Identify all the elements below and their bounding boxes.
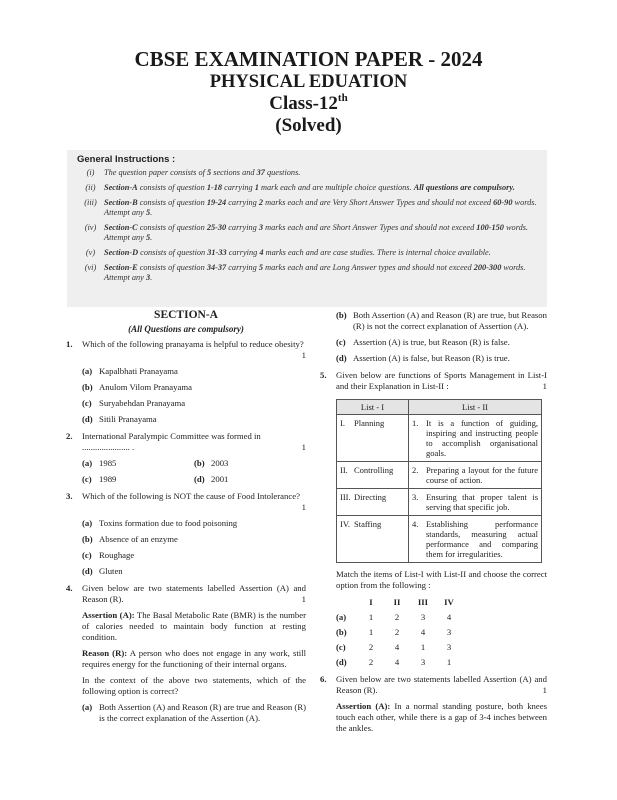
match-options: I II III IV (a) 1 2 3 4 (b) 1 2 4 3 (c) 2 4 1 3 (d) 2 4 3 1	[336, 595, 462, 670]
question-5: 5. Given below are functions of Sports Management in List-I and their Explanation in List-II : 1	[320, 370, 547, 391]
mark: 1	[542, 685, 547, 695]
option: (c) Suryabehdan Pranayama	[82, 398, 186, 408]
question-6: 6. Given below are two statements labelled Assertion (A) and Reason (R). 1	[320, 674, 547, 695]
mark: 1	[301, 594, 306, 604]
option: (d) Assertion (A) is false, but Reason (R) is true.	[336, 353, 510, 363]
option: (b) Both Assertion (A) and Reason (R) are true, but Reason (R) is not the correct explanation of Assertion (A).	[336, 310, 547, 331]
question-4: 4. Given below are two statements labelled Assertion (A) and Reason (R). 1	[66, 583, 306, 604]
option-row: (c) 1989 (d) 2001	[82, 474, 229, 484]
exam-title: CBSE EXAMINATION PAPER - 2024	[134, 47, 483, 71]
table-row: III. Directing 3. Ensuring that proper talent is serving that specific job.	[337, 489, 542, 516]
section-title: SECTION-A	[154, 309, 218, 321]
reason: Reason (R): A person who does not engage in any work, still requires energy for the functioning of their internal organs.	[82, 648, 306, 669]
table-row: IV. Staffing 4. Establishing performance standards, measuring actual performance and comparing them for irregularities.	[337, 516, 542, 563]
question-context: In the context of the above two statements, which of the following option is correct?	[82, 675, 306, 696]
instruction-item: (ii) Section-A consists of question 1-18 carrying 1 mark each and are multiple choice questions. All questions are compulsory.	[85, 183, 515, 192]
list-i-header: List - I	[337, 400, 409, 415]
option: (d) Sitili Pranayama	[82, 414, 157, 424]
table-row: II. Controlling 2. Preparing a layout for the future course of action.	[337, 462, 542, 489]
solved-label: (Solved)	[275, 114, 342, 136]
match-instruction: Match the items of List-I with List-II and choose the correct option from the following :	[336, 569, 547, 590]
match-row: (c) 2 4 1 3	[336, 642, 452, 652]
mark: 1	[301, 442, 306, 452]
instruction-item: (vi) Section-E consists of question 34-37 carrying 5 marks each and are Long Answer types and should not exceed 200-300 words. Attempt any 3.	[84, 263, 526, 282]
section-subtitle: (All Questions are compulsory)	[128, 324, 244, 334]
instruction-item: (iii) Section-B consists of question 19-24 carrying 2 marks each and are Very Short Answer Types and should not exceed 60-90 words. Attempt any 5.	[84, 198, 537, 217]
page-header	[0, 0, 617, 136]
instruction-item: (v) Section-D consists of question 31-33 carrying 4 marks each and are case studies. There is internal choice available.	[85, 248, 491, 257]
mark: 1	[301, 350, 306, 360]
right-column	[320, 310, 547, 734]
question-2: 2. International Paralympic Committee was formed in ...................... . 1	[66, 431, 306, 452]
mark: 1	[542, 381, 547, 391]
table-row: I. Planning 1. It is a function of guiding, inspiring and instructing people to accomplish organisational goals.	[337, 415, 542, 462]
option: (b) Absence of an enzyme	[82, 534, 178, 544]
mark: 1	[301, 502, 306, 512]
option: (a) Both Assertion (A) and Reason (R) are true and Reason (R) is the correct explanation of the Assertion (A).	[82, 702, 307, 723]
instruction-item: (i) The question paper consists of 5 sections and 37 questions.	[86, 168, 301, 177]
list-ii-header: List - II	[409, 400, 542, 415]
class-title: Class-12th	[269, 92, 348, 115]
option: (a) Toxins formation due to food poisoning	[82, 518, 238, 528]
option: (a) Kapalbhati Pranayama	[82, 366, 178, 376]
question-3: 3. Which of the following is NOT the cause of Food Intolerance? 1	[66, 491, 306, 512]
question-1: 1. Which of the following pranayama is helpful to reduce obesity? 1	[66, 339, 306, 360]
option: (c) Assertion (A) is true, but Reason (R) is false.	[336, 337, 510, 347]
list-table	[336, 399, 542, 563]
option-row: (a) 1985 (b) 2003	[82, 458, 229, 468]
option: (c) Roughage	[82, 550, 135, 560]
match-row: (b) 1 2 4 3	[336, 627, 452, 637]
match-row: (d) 2 4 3 1	[336, 657, 452, 667]
match-row: (a) 1 2 3 4	[336, 612, 452, 622]
instruction-item: (iv) Section-C consists of question 25-30 carrying 3 marks each and are Short Answer Types and should not exceed 100-150 words. Attempt any 5.	[84, 223, 529, 242]
subject-title: PHYSICAL EDUATION	[209, 71, 408, 92]
instructions-title: General Instructions :	[77, 154, 176, 165]
assertion: Assertion (A): The Basal Metabolic Rate (BMR) is the number of calories needed to maintain body function at resting condition.	[82, 610, 306, 642]
option: (d) Gluten	[82, 566, 123, 576]
left-column	[66, 310, 306, 724]
option: (b) Anulom Vilom Pranayama	[82, 382, 192, 392]
assertion: Assertion (A): In a normal standing posture, both knees touch each other, while there is a gap of 3-4 inches between the ankles.	[336, 701, 547, 733]
general-instructions	[67, 150, 547, 307]
